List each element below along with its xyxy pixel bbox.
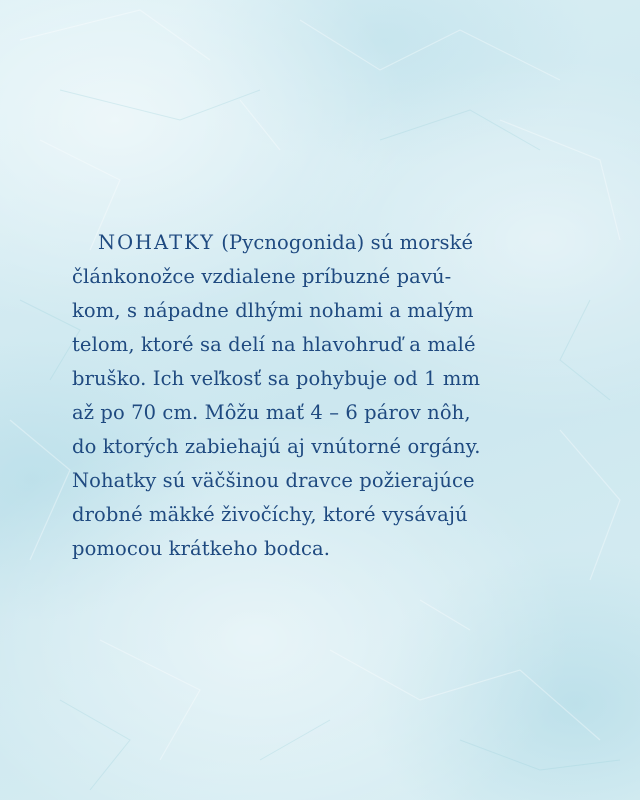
text-line-1 <box>72 226 572 260</box>
text-line-10: pomocou krátkeho bodca. <box>72 537 331 560</box>
text-line-3: kom, s nápadne dlhými nohami a malým <box>72 299 474 322</box>
text-line-5: bruško. Ich veľkosť sa pohybuje od 1 mm <box>72 367 481 390</box>
text-line-6: až po 70 cm. Môžu mať 4 – 6 párov nôh, <box>72 401 471 424</box>
text-line-7: do ktorých zabiehajú aj vnútorné orgány. <box>72 435 481 458</box>
text-line-8: Nohatky sú väčšinou dravce požierajúce <box>72 469 475 492</box>
text-line-4: telom, ktoré sa delí na hlavohruď a malé <box>72 333 476 356</box>
article-paragraph <box>72 226 572 566</box>
lead-word: NOHATKY <box>98 231 215 254</box>
text-line-2: článkonožce vzdialene príbuzné pavú- <box>72 265 452 288</box>
text-line-9: drobné mäkké živočíchy, ktoré vysávajú <box>72 503 468 526</box>
text-line-1-rest: (Pycnogonida) sú morské <box>215 231 474 254</box>
